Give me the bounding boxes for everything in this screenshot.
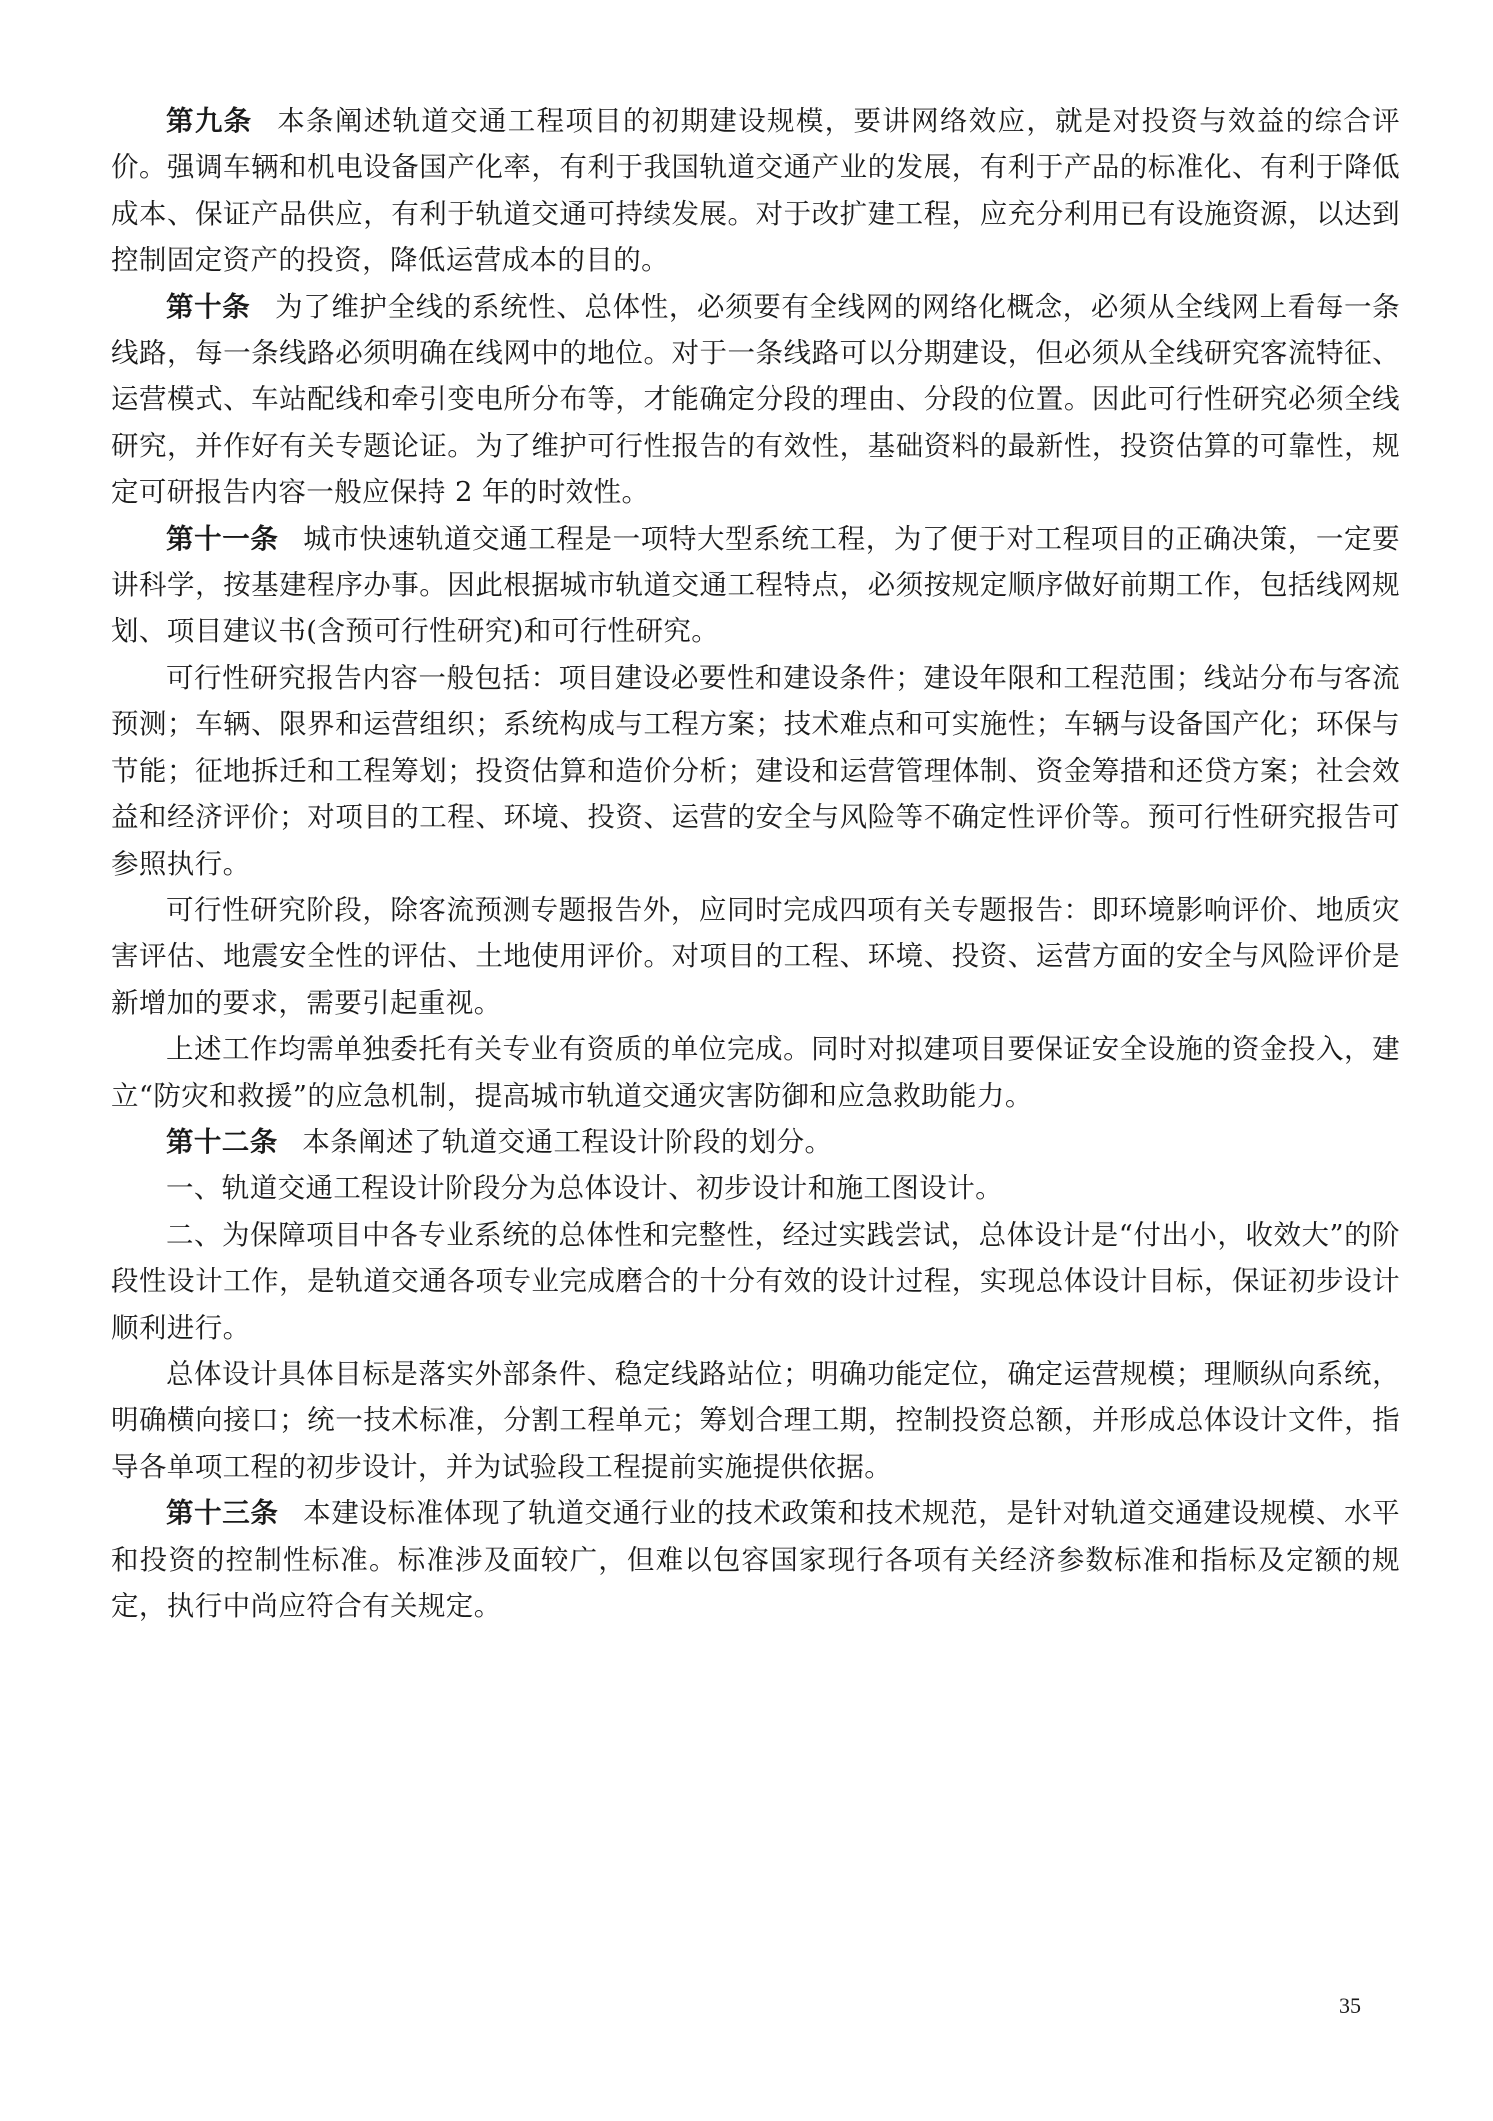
article-title: 第十二条 (166, 1125, 278, 1158)
article-title: 第十一条 (166, 522, 279, 555)
paragraph-text: 总体设计具体目标是落实外部条件、稳定线路站位；明确功能定位，确定运营规模；理顺纵向系统，明确横向接口；统一技术标准，分割工程单元；筹划合理工期，控制投资总额，并形成总体设计文件，指导各单项工程的初步设计，并为试验段工程提前实施提供依据。 (111, 1357, 1400, 1483)
paragraph-article-10 (111, 284, 1400, 516)
page-content (111, 98, 1400, 1629)
paragraph-text: 上述工作均需单独委托有关专业有资质的单位完成。同时对拟建项目要保证安全设施的资金投入，建立“防灾和救援”的应急机制，提高城市轨道交通灾害防御和应急救助能力。 (111, 1033, 1400, 1112)
paragraph-article-12 (111, 1119, 1400, 1165)
paragraph-article-13 (111, 1490, 1400, 1629)
paragraph-text: 本条阐述轨道交通工程项目的初期建设规模，要讲网络效应，就是对投资与效益的综合评价。强调车辆和机电设备国产化率，有利于我国轨道交通产业的发展，有利于产品的标准化、有利于降低成本、保证产品供应，有利于轨道交通可持续发展。对于改扩建工程，应充分利用已有设施资源，以达到控制固定资产的投资，降低运营成本的目的。 (111, 105, 1400, 277)
paragraph-article-11 (111, 516, 1400, 655)
paragraph-text: 可行性研究报告内容一般包括：项目建设必要性和建设条件；建设年限和工程范围；线站分布与客流预测；车辆、限界和运营组织；系统构成与工程方案；技术难点和可实施性；车辆与设备国产化；环保与节能；征地拆迁和工程筹划；投资估算和造价分析；建设和运营管理体制、资金筹措和还贷方案；社会效益和经济评价；对项目的工程、环境、投资、运营的安全与风险等不确定性评价等。预可行性研究报告可参照执行。 (111, 661, 1400, 880)
paragraph-text: 本条阐述了轨道交通工程设计阶段的划分。 (302, 1125, 833, 1158)
article-title: 第九条 (166, 105, 253, 137)
paragraph-commission (111, 1026, 1400, 1119)
paragraph-article-9 (111, 98, 1400, 284)
paragraph-feasibility-contents (111, 655, 1400, 887)
paragraph-text: 本建设标准体现了轨道交通行业的技术政策和技术规范，是针对轨道交通建设规模、水平和投资的控制性标准。标准涉及面较广，但难以包容国家现行各项有关经济参数标准和指标及定额的规定，执行中尚应符合有关规定。 (111, 1497, 1400, 1622)
page-number: 35 (1339, 1993, 1361, 2018)
article-title: 第十三条 (166, 1497, 279, 1530)
paragraph-overall-design-goals (111, 1351, 1400, 1490)
paragraph-text: 为了维护全线的系统性、总体性，必须要有全线网的网络化概念，必须从全线网上看每一条线路，每一条线路必须明确在线网中的地位。对于一条线路可以分期建设，但必须从全线研究客流特征、运营模式、车站配线和牵引变电所分布等，才能确定分段的理由、分段的位置。因此可行性研究必须全线研究，并作好有关专题论证。为了维护可行性报告的有效性，基础资料的最新性，投资估算的可靠性，规定可研报告内容一般应保持 2 年的时效性。 (111, 290, 1401, 509)
paragraph-text: 城市快速轨道交通工程是一项特大型系统工程，为了便于对工程项目的正确决策，一定要讲科学，按基建程序办事。因此根据城市轨道交通工程特点，必须按规定顺序做好前期工作，包括线网规划、项目建议书(含预可行性研究)和可行性研究。 (111, 522, 1400, 648)
paragraph-text: 二、为保障项目中各专业系统的总体性和完整性，经过实践尝试，总体设计是“付出小，收效大”的阶段性设计工作，是轨道交通各项专业完成磨合的十分有效的设计过程，实现总体设计目标，保证初步设计顺利进行。 (111, 1218, 1400, 1344)
paragraph-feasibility-stage (111, 887, 1400, 1026)
paragraph-text: 可行性研究阶段，除客流预测专题报告外，应同时完成四项有关专题报告：即环境影响评价、地质灾害评估、地震安全性的评估、土地使用评价。对项目的工程、环境、投资、运营方面的安全与风险评价是新增加的要求，需要引起重视。 (111, 893, 1400, 1019)
paragraph-item-1 (111, 1165, 1400, 1211)
paragraph-text: 一、轨道交通工程设计阶段分为总体设计、初步设计和施工图设计。 (166, 1172, 1003, 1205)
article-title: 第十条 (166, 290, 251, 323)
paragraph-item-2 (111, 1212, 1400, 1351)
